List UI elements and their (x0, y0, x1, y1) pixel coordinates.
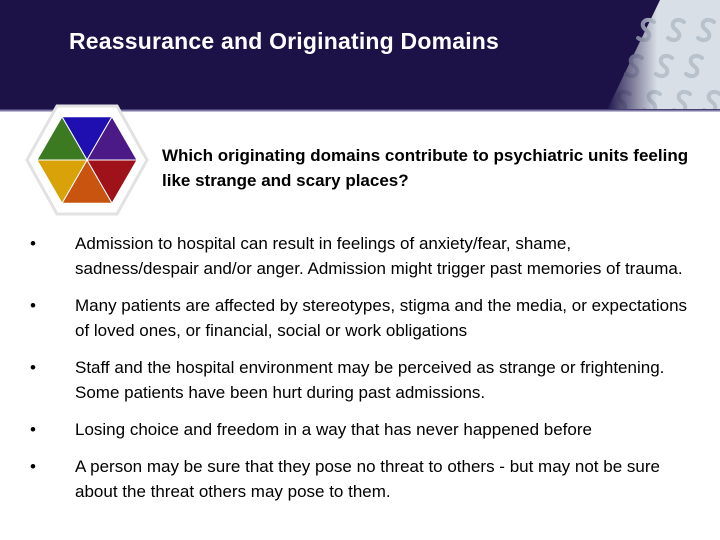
bullet-dot: • (30, 457, 36, 476)
list-item-text: Admission to hospital can result in feelings of anxiety/fear, shame, sadness/despair and/or anger. Admission might trigger past memories of trauma. (75, 234, 683, 278)
decorative-pattern-icon (606, 0, 720, 112)
list-item-text: Many patients are affected by stereotypes, stigma and the media, or expectations of loved ones, or financial, social or work obligations (75, 296, 688, 340)
bullet-dot: • (30, 358, 36, 377)
bullet-list (30, 231, 690, 516)
list-item (30, 231, 690, 281)
question-text: Which originating domains contribute to psychiatric units feeling like strange and scary places? (162, 146, 689, 190)
list-item (30, 454, 690, 504)
list-item (30, 417, 690, 442)
bullet-dot: • (30, 296, 36, 315)
list-item (30, 355, 690, 405)
list-item-text: Losing choice and freedom in a way that has never happened before (75, 420, 592, 439)
bullet-dot: • (30, 420, 36, 439)
list-item-text: Staff and the hospital environment may be perceived as strange or frightening. Some patients have been hurt during past admissions. (75, 358, 665, 402)
page-title: Reassurance and Originating Domains (69, 28, 500, 54)
bullet-dot: • (30, 234, 36, 253)
header-band (0, 0, 720, 112)
list-item (30, 293, 690, 343)
list-item-text: A person may be sure that they pose no threat to others - but may not be sure about the threat others may pose to them. (75, 457, 660, 501)
hexagon-segments-icon (24, 102, 150, 218)
